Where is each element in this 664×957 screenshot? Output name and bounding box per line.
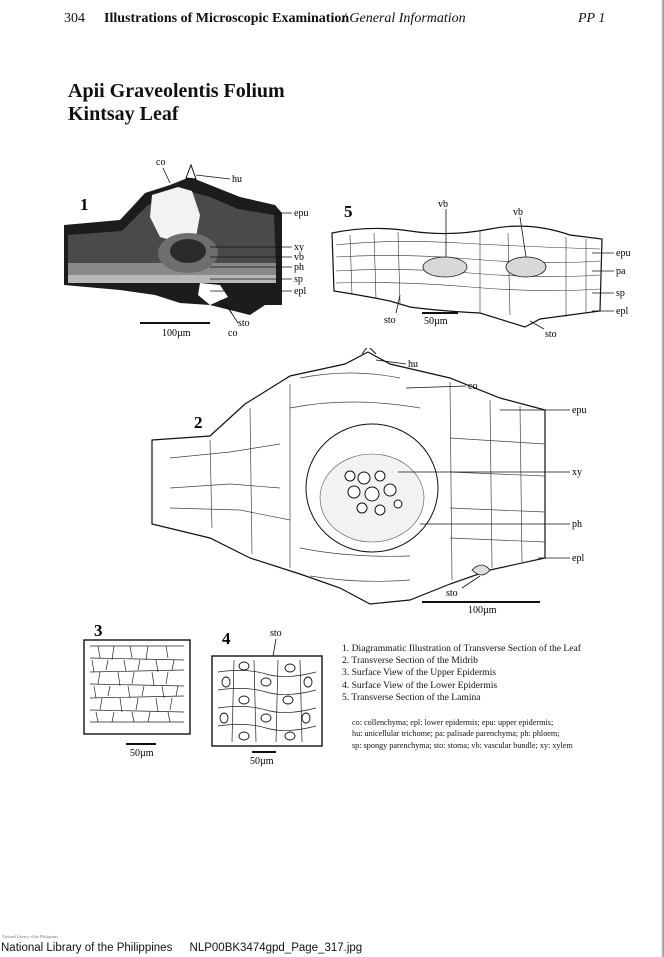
fig2-label: sto	[446, 588, 458, 599]
page-number: 304	[64, 11, 85, 26]
fig5-scale-label: 50µm	[424, 316, 448, 327]
fig4-frame	[212, 656, 322, 746]
caption-line: 4. Surface View of the Lower Epidermis	[342, 679, 498, 691]
fig1-label: sp	[294, 274, 303, 285]
running-subtitle: / General Information	[342, 11, 466, 26]
fig5-vascular-bundle	[423, 257, 467, 277]
figure-5	[330, 195, 650, 345]
caption-line: 2. Transverse Section of the Midrib	[342, 655, 478, 667]
figure-4	[206, 626, 330, 772]
fig5-label: vb	[438, 199, 448, 210]
fig1-label: hu	[232, 174, 242, 185]
fig1-label: epu	[294, 208, 309, 219]
caption-line: 5. Transverse Section of the Lamina	[342, 691, 481, 703]
fig4-number: 4	[222, 629, 231, 648]
watermark: National Library of the Philippines	[2, 934, 58, 939]
fig3-number: 3	[94, 621, 103, 640]
footer-filename: NLP00BK3474gpd_Page_317.jpg	[189, 942, 363, 954]
fig2-label: xy	[572, 467, 582, 478]
fig1-xylem	[170, 239, 206, 263]
fig1-trichome	[186, 165, 196, 179]
running-title: Illustrations of Microscopic Examination	[104, 11, 350, 26]
footer-library: National Library of the Philippines	[1, 942, 173, 954]
fig5-vascular-bundle	[506, 257, 546, 277]
fig1-label: co	[228, 328, 238, 339]
fig5-label: sp	[616, 288, 625, 299]
fig2-scale-label: 100µm	[468, 605, 497, 616]
latin-title: Apii Graveolentis Folium	[68, 80, 285, 102]
fig2-label: epu	[572, 405, 587, 416]
figure-3	[78, 618, 196, 764]
fig2-label: co	[468, 381, 478, 392]
fig1-label: epl	[294, 286, 307, 297]
legend-line: co: collenchyma; epl: lower epidermis; epu: upper epidermis;	[352, 718, 554, 727]
scan-footer	[1, 942, 376, 954]
fig5-number: 5	[344, 202, 353, 221]
fig5-label: vb	[513, 207, 523, 218]
fig3-scale-label: 50µm	[130, 748, 154, 759]
legend-line: hu: unicellular trichome; pa: palisade parenchyma; ph: phloem;	[352, 729, 560, 739]
caption-line: 3. Surface View of the Upper Epidermis	[342, 667, 497, 679]
common-title: Kintsay Leaf	[68, 103, 179, 125]
fig2-number: 2	[194, 413, 203, 432]
fig1-scale-label: 100µm	[162, 328, 191, 339]
figure-captions	[342, 643, 581, 704]
fig1-label: ph	[294, 262, 304, 273]
fig5-label: epu	[616, 248, 631, 259]
fig5-label: sto	[545, 329, 557, 340]
fig5-label: pa	[616, 266, 626, 277]
fig4-scale-label: 50µm	[250, 756, 274, 767]
figure-1	[60, 155, 325, 345]
fig1-label: sto	[238, 318, 250, 329]
fig1-label: vb	[294, 252, 304, 263]
figure-2	[150, 348, 610, 616]
fig2-label: hu	[408, 359, 418, 370]
fig2-label: epl	[572, 553, 585, 564]
abbreviation-legend	[352, 717, 573, 751]
fig1-number: 1	[80, 195, 89, 214]
caption-line: 1. Diagrammatic Illustration of Transverse Section of the Leaf	[342, 643, 581, 654]
fig2-label: ph	[572, 519, 582, 530]
fig5-label: epl	[616, 306, 629, 317]
legend-line: sp: spongy parenchyma; sto: stoma; vb: vascular bundle; xy: xylem	[352, 740, 573, 750]
fig4-label: sto	[270, 628, 282, 639]
section-code: PP 1	[578, 11, 606, 26]
fig1-label: xy	[294, 242, 304, 253]
fig1-label: co	[156, 157, 166, 168]
fig3-frame	[84, 640, 190, 734]
fig5-label: sto	[384, 315, 396, 326]
